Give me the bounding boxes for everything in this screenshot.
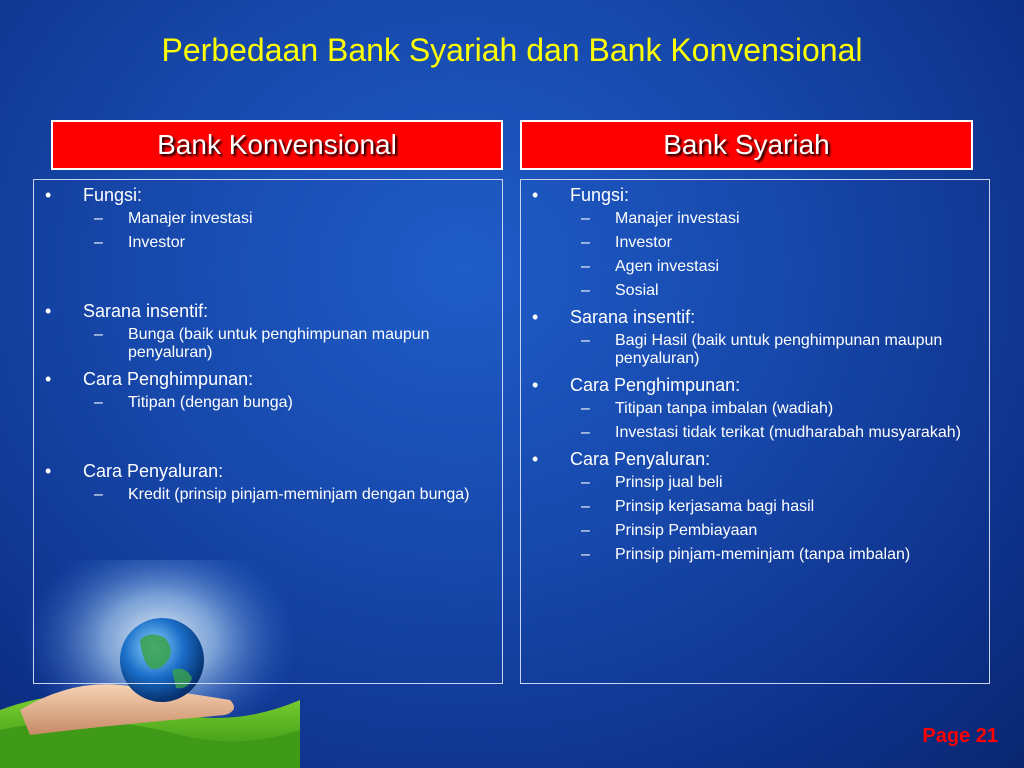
section-fungsi [34,184,492,252]
list-item: – Manajer investasi [581,210,740,227]
list-item: – Bunga (baik untuk penghimpunan maupun penyaluran) [94,326,430,361]
list-item: – Prinsip kerjasama bagi hasil [581,498,815,515]
bullet-icon: • [532,449,539,469]
bullet-icon: • [532,307,539,327]
list-item: – Investor [581,234,672,251]
bullet-icon: • [532,375,539,395]
dash-icon: – [94,234,103,251]
section-sarana-insentif [34,300,492,362]
section-label: Fungsi: [83,185,143,205]
list-item: – Prinsip jual beli [581,474,723,491]
list-item: – Sosial [581,282,659,299]
dash-icon: – [581,234,590,251]
dash-icon: – [581,474,590,491]
list-item: – Kredit (prinsip pinjam-meminjam dengan bunga) [94,486,470,503]
section-label: Fungsi: [570,185,630,205]
section-fungsi [521,184,979,300]
dash-icon: – [581,282,590,299]
section-list [34,184,492,504]
list-item: – Manajer investasi [94,210,253,227]
section-label: Cara Penyaluran: [83,461,224,481]
column-content-bank-konvensional [33,179,503,684]
bullet-icon: • [45,301,52,321]
list-item: – Agen investasi [581,258,720,275]
list-item: – Bagi Hasil (baik untuk penghimpunan maupun penyaluran) [581,332,943,367]
bullet-icon: • [45,369,52,389]
list-item: – Prinsip Pembiayaan [581,522,758,539]
dash-icon: – [581,400,590,417]
dash-icon: – [581,424,590,441]
column-header-bank-konvensional: Bank Konvensional [51,120,503,170]
dash-icon: – [581,332,590,349]
dash-icon: – [581,258,590,275]
dash-icon: – [581,522,590,539]
slide-title: Perbedaan Bank Syariah dan Bank Konvensional [161,32,863,68]
section-list [521,184,979,564]
page-number: Page 21 [922,725,998,747]
dash-icon: – [94,486,103,503]
section-label: Cara Penyaluran: [570,449,711,469]
dash-icon: – [581,498,590,515]
list-item: – Titipan tanpa imbalan (wadiah) [581,400,834,417]
section-label: Cara Penghimpunan: [570,375,741,395]
list-item: – Titipan (dengan bunga) [94,394,293,411]
list-item: – Investor [94,234,185,251]
section-label: Cara Penghimpunan: [83,369,254,389]
column-header-bank-syariah: Bank Syariah [520,120,973,170]
dash-icon: – [581,210,590,227]
dash-icon: – [94,326,103,343]
section-cara-penghimpunan [521,374,979,442]
dash-icon: – [94,210,103,227]
section-cara-penyaluran [521,448,979,564]
section-label: Sarana insentif: [83,301,209,321]
section-label: Sarana insentif: [570,307,696,327]
list-item: – Investasi tidak terikat (mudharabah musyarakah) [581,424,961,441]
dash-icon: – [94,394,103,411]
dash-icon: – [581,546,590,563]
list-item: – Prinsip pinjam-meminjam (tanpa imbalan) [581,546,911,563]
section-sarana-insentif [521,306,979,368]
bullet-icon: • [45,185,52,205]
section-cara-penyaluran [34,460,492,504]
column-content-bank-syariah [520,179,990,684]
section-cara-penghimpunan [34,368,492,412]
bullet-icon: • [532,185,539,205]
bullet-icon: • [45,461,52,481]
